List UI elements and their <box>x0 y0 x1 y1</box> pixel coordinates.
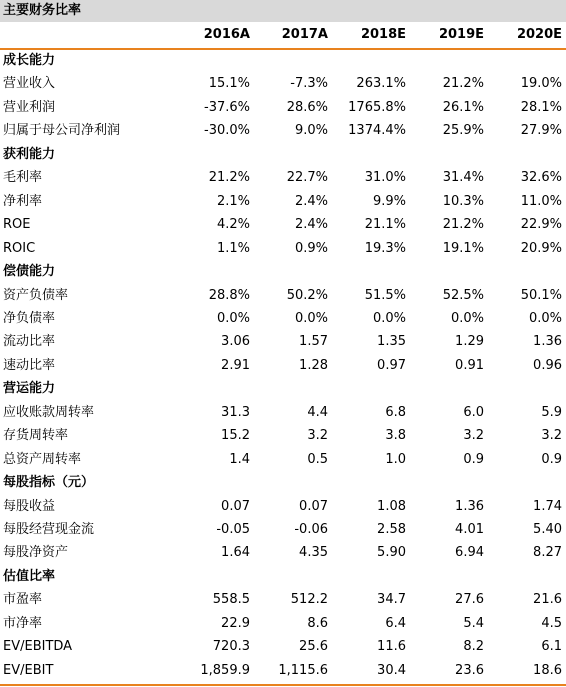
table-row <box>0 285 566 308</box>
value-cell: 1.28 <box>299 357 328 373</box>
value-cell: 1765.8% <box>348 99 406 115</box>
row-label: 速动比率 <box>3 357 56 373</box>
value-cell: 28.1% <box>520 99 562 115</box>
value-cell: 21.6 <box>533 592 562 608</box>
value-cell: -37.6% <box>204 99 250 115</box>
value-cell: 1.36 <box>533 334 562 350</box>
row-label: 营业收入 <box>3 76 56 92</box>
value-cell: 1.57 <box>299 334 328 350</box>
table-row <box>0 167 566 190</box>
value-cell: 4.2% <box>216 217 250 233</box>
value-cell: 19.3% <box>364 240 406 256</box>
value-cell: 21.1% <box>364 217 406 233</box>
value-cell: 3.2 <box>307 428 328 444</box>
row-label: 每股收益 <box>3 498 56 514</box>
value-cell: 4.01 <box>455 522 484 537</box>
table-row <box>0 425 566 448</box>
value-cell: -0.06 <box>294 522 328 537</box>
value-cell: 8.2 <box>463 639 484 655</box>
row-label: EV/EBITDA <box>3 639 73 655</box>
value-cell: 4.5 <box>541 615 562 631</box>
value-cell: 0.5 <box>307 451 328 467</box>
row-label: 净利率 <box>3 193 43 209</box>
table-row <box>0 73 566 96</box>
value-cell: 2.91 <box>221 357 250 373</box>
value-cell: 5.9 <box>541 404 562 420</box>
row-label: 市净率 <box>3 615 43 631</box>
value-cell: 0.9% <box>294 240 328 256</box>
row-label: EV/EBIT <box>3 662 54 678</box>
column-header-row <box>0 22 566 50</box>
value-cell: 22.9% <box>520 217 562 233</box>
value-cell: 0.97 <box>377 357 406 373</box>
column-header-2017a: 2017A <box>281 27 328 42</box>
value-cell: 6.4 <box>385 615 406 631</box>
column-header-2020e: 2020E <box>516 27 562 42</box>
value-cell: 0.96 <box>533 357 562 373</box>
value-cell: -7.3% <box>290 76 328 92</box>
value-cell: 6.8 <box>385 404 406 420</box>
value-cell: 30.4 <box>377 662 406 678</box>
value-cell: 23.6 <box>455 662 484 678</box>
value-cell: 2.1% <box>216 193 250 209</box>
value-cell: 5.4 <box>463 615 484 631</box>
value-cell: 10.3% <box>442 193 484 209</box>
value-cell: 0.9 <box>541 451 562 467</box>
table-row <box>0 519 566 542</box>
value-cell: 1.74 <box>533 498 562 514</box>
value-cell: 512.2 <box>290 592 328 608</box>
table-row <box>0 191 566 214</box>
row-label: 资产负债率 <box>3 287 69 303</box>
value-cell: 11.0% <box>520 193 562 209</box>
value-cell: 0.07 <box>221 498 250 514</box>
value-cell: 8.6 <box>307 615 328 631</box>
value-cell: 21.2% <box>442 217 484 233</box>
value-cell: 31.4% <box>442 170 484 186</box>
value-cell: 558.5 <box>212 592 250 608</box>
table-row <box>0 496 566 519</box>
value-cell: 32.6% <box>520 170 562 186</box>
value-cell: 11.6 <box>377 639 406 655</box>
value-cell: 9.0% <box>294 123 328 139</box>
value-cell: 4.35 <box>299 545 328 561</box>
table-row <box>0 402 566 425</box>
value-cell: 9.9% <box>372 193 406 209</box>
value-cell: 21.2% <box>208 170 250 186</box>
table-row <box>0 238 566 261</box>
value-cell: 5.40 <box>533 522 562 537</box>
value-cell: 26.1% <box>442 99 484 115</box>
value-cell: 50.1% <box>520 287 562 303</box>
value-cell: 3.06 <box>221 334 250 350</box>
value-cell: 0.07 <box>299 498 328 514</box>
value-cell: 18.6 <box>533 662 562 678</box>
section-heading: 偿债能力 <box>3 264 56 280</box>
value-cell: 25.9% <box>442 123 484 139</box>
row-label: 每股经营现金流 <box>3 522 95 537</box>
section-heading: 每股指标（元） <box>3 475 95 491</box>
value-cell: 1.64 <box>221 545 250 561</box>
value-cell: 1,859.9 <box>200 662 250 678</box>
value-cell: 1,115.6 <box>278 662 328 678</box>
value-cell: 22.7% <box>286 170 328 186</box>
column-header-2019e: 2019E <box>438 27 484 42</box>
value-cell: 15.1% <box>208 76 250 92</box>
value-cell: 0.0% <box>216 310 250 326</box>
value-cell: 0.91 <box>455 357 484 373</box>
value-cell: -0.05 <box>216 522 250 537</box>
value-cell: 2.58 <box>377 522 406 537</box>
value-cell: 20.9% <box>520 240 562 256</box>
value-cell: 1.4 <box>229 451 250 467</box>
value-cell: 4.4 <box>307 404 328 420</box>
row-label: 市盈率 <box>3 592 43 608</box>
value-cell: 28.6% <box>286 99 328 115</box>
value-cell: 19.1% <box>442 240 484 256</box>
value-cell: 50.2% <box>286 287 328 303</box>
row-label: 营业利润 <box>3 99 56 115</box>
value-cell: 51.5% <box>364 287 406 303</box>
value-cell: 2.4% <box>294 217 328 233</box>
table-row <box>0 331 566 354</box>
section-heading: 成长能力 <box>3 53 56 68</box>
table-row <box>0 449 566 472</box>
row-label: 应收账款周转率 <box>3 404 95 420</box>
row-label: 流动比率 <box>3 334 56 350</box>
value-cell: 31.3 <box>221 404 250 420</box>
value-cell: 25.6 <box>299 639 328 655</box>
row-label: 归属于母公司净利润 <box>3 123 121 139</box>
value-cell: 1374.4% <box>348 123 406 139</box>
column-header-2018e: 2018E <box>360 27 406 42</box>
table-title: 主要财务比率 <box>3 3 82 18</box>
section-heading: 估值比率 <box>3 568 56 584</box>
value-cell: 19.0% <box>520 76 562 92</box>
row-label: 每股净资产 <box>3 545 69 561</box>
table-row <box>0 613 566 636</box>
value-cell: 720.3 <box>212 639 250 655</box>
row-label: ROIC <box>3 240 36 256</box>
table-row <box>0 660 566 683</box>
table-row <box>0 589 566 612</box>
section-heading: 营运能力 <box>3 381 56 397</box>
row-label: 总资产周转率 <box>3 451 82 467</box>
table-row <box>0 542 566 565</box>
table-row <box>0 636 566 659</box>
value-cell: 34.7 <box>377 592 406 608</box>
value-cell: 6.1 <box>541 639 562 655</box>
value-cell: 1.08 <box>377 498 406 514</box>
row-label: 毛利率 <box>3 170 43 186</box>
table-row <box>0 308 566 331</box>
table-row <box>0 97 566 120</box>
value-cell: 8.27 <box>533 545 562 561</box>
value-cell: 22.9 <box>221 615 250 631</box>
value-cell: 3.2 <box>463 428 484 444</box>
value-cell: 2.4% <box>294 193 328 209</box>
value-cell: 3.2 <box>541 428 562 444</box>
value-cell: 27.6 <box>455 592 484 608</box>
bottom-rule <box>0 684 566 686</box>
value-cell: 27.9% <box>520 123 562 139</box>
value-cell: 1.29 <box>455 334 484 350</box>
value-cell: 1.35 <box>377 334 406 350</box>
value-cell: 6.0 <box>463 404 484 420</box>
column-header-2016a: 2016A <box>203 27 250 42</box>
value-cell: 1.36 <box>455 498 484 514</box>
value-cell: 0.0% <box>294 310 328 326</box>
value-cell: 0.0% <box>450 310 484 326</box>
value-cell: -30.0% <box>204 123 250 139</box>
value-cell: 5.90 <box>377 545 406 561</box>
value-cell: 21.2% <box>442 76 484 92</box>
table-row <box>0 120 566 143</box>
value-cell: 52.5% <box>442 287 484 303</box>
value-cell: 6.94 <box>455 545 484 561</box>
value-cell: 3.8 <box>385 428 406 444</box>
value-cell: 263.1% <box>356 76 406 92</box>
value-cell: 0.9 <box>463 451 484 467</box>
value-cell: 0.0% <box>372 310 406 326</box>
row-label: ROE <box>3 217 31 233</box>
value-cell: 15.2 <box>221 428 250 444</box>
value-cell: 31.0% <box>364 170 406 186</box>
table-row <box>0 214 566 237</box>
row-label: 净负债率 <box>3 310 56 326</box>
value-cell: 1.0 <box>385 451 406 467</box>
table-title-bar <box>0 0 566 22</box>
value-cell: 28.8% <box>208 287 250 303</box>
value-cell: 1.1% <box>216 240 250 256</box>
table-row <box>0 355 566 378</box>
row-label: 存货周转率 <box>3 428 69 444</box>
value-cell: 0.0% <box>528 310 562 326</box>
section-heading: 获利能力 <box>3 146 56 162</box>
